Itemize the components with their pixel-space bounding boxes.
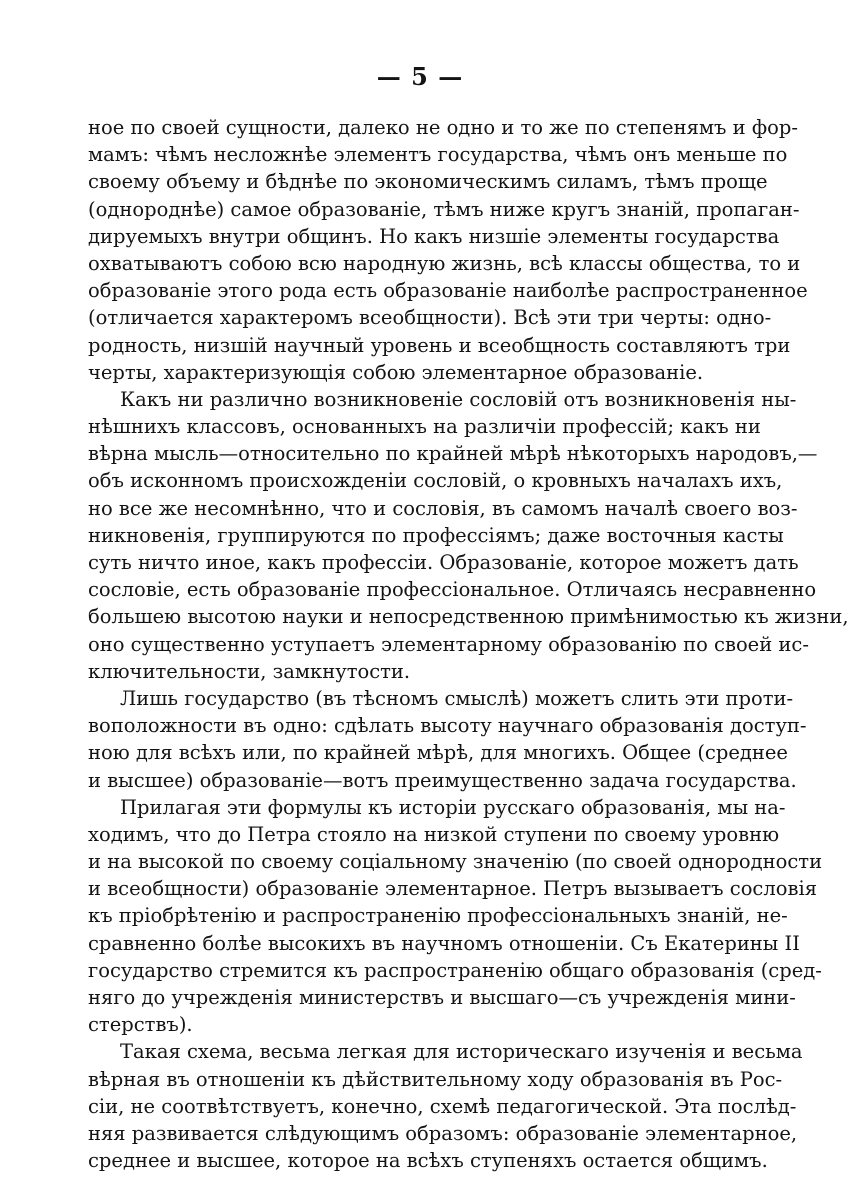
text-line: (отличается характеромъ всеобщности). Всѣ эти три черты: одно- — [88, 306, 772, 330]
text-line: вѣрна мысль—относительно по крайней мѣрѣ нѣкоторыхъ народовъ,— — [88, 442, 818, 466]
text-line: воположности въ одно: сдѣлать высоту научнаго образованія доступ- — [88, 714, 807, 738]
text-line: мамъ: чѣмъ несложнѣе элементъ государства, чѣмъ онъ меньше по — [88, 143, 788, 167]
text-line: и всеобщности) образованіе элементарное. Петръ вызываетъ сословія — [88, 877, 817, 901]
text-line: (однороднѣе) самое образованіе, тѣмъ ниже кругъ знаній, пропаган- — [88, 197, 800, 221]
text-line: сравненно болѣе высокихъ въ научномъ отношеніи. Съ Екатерины II — [88, 931, 800, 955]
text-line: нѣшнихъ классовъ, основанныхъ на различіи профессій; какъ ни — [88, 415, 761, 439]
body-text — [88, 114, 849, 1174]
text-line: стерствъ). — [88, 1013, 193, 1037]
text-line: ное по своей сущности, далеко не одно и то же по степенямъ и фор- — [88, 116, 798, 139]
text-line: образованіе этого рода есть образованіе наиболѣе распространенное — [88, 279, 808, 303]
text-line: своему объему и бѣднѣе по экономическимъ силамъ, тѣмъ проще — [88, 170, 768, 194]
paragraph-2 — [88, 386, 849, 685]
text-line: большею высотою науки и непосредственною примѣнимостью къ жизни, — [88, 605, 849, 629]
text-line: къ пріобрѣтенію и распространенію профессіональныхъ знаній, не- — [88, 904, 788, 928]
text-line: ходимъ, что до Петра стояло на низкой ступени по своему уровню — [88, 822, 780, 846]
text-line: няго до учрежденія министерствъ и высшаго—съ учрежденія мини- — [88, 986, 796, 1009]
text-line: но все же несомнѣнно, что и сословія, въ самомъ началѣ своего воз- — [88, 496, 798, 520]
paragraph-3 — [88, 685, 807, 794]
text-line: охватываютъ собою всю народную жизнь, всѣ классы общества, то и — [88, 251, 801, 275]
text-line: Лишь государство (въ тѣсномъ смыслѣ) можетъ слить эти проти- — [120, 686, 794, 710]
text-line: ною для всѣхъ или, по крайней мѣрѣ, для многихъ. Общее (среднее — [88, 741, 788, 765]
text-line: родность, низшій научный уровень и всеобщность составляютъ три — [88, 333, 791, 357]
text-line: государство стремится къ распространенію общаго образованія (сред- — [88, 958, 822, 982]
paragraph-4 — [88, 794, 823, 1039]
text-line: ключительности, замкнутости. — [88, 659, 411, 683]
text-line: объ исконномъ происхожденіи сословій, о кровныхъ началахъ ихъ, — [88, 469, 783, 493]
text-line: Прилагая эти формулы къ исторіи русскаго образованія, мы на- — [120, 795, 786, 819]
text-line: сословіе, есть образованіе профессіональное. Отличаясь несравненно — [88, 578, 817, 602]
paragraph-1 — [88, 114, 808, 386]
text-line: среднее и высшее, которое на всѣхъ ступеняхъ остается общимъ. — [88, 1149, 768, 1173]
text-line: Какъ ни различно возникновеніе сословій отъ возникновенія ны- — [120, 387, 797, 411]
text-line: оно существенно уступаетъ элементарному образованію по своей ис- — [88, 632, 809, 656]
text-line: никновенія, группируются по профессіямъ; даже восточныя касты — [88, 523, 784, 547]
paragraph-5 — [88, 1038, 803, 1174]
text-line: няя развивается слѣдующимъ образомъ: образованіе элементарное, — [88, 1121, 798, 1145]
text-line: и на высокой по своему соціальному значенію (по своей однородности — [88, 850, 823, 874]
text-line: и высшее) образованіе—вотъ преимущественно задача государства. — [88, 768, 797, 792]
text-line: черты, характеризующія собою элементарное образованіе. — [88, 360, 704, 384]
text-line: суть ничто иное, какъ профессіи. Образованіе, которое можетъ дать — [88, 551, 799, 574]
text-line: Такая схема, весьма легкая для историческаго изученія и весьма — [120, 1040, 803, 1064]
page-number: — 5 — — [376, 62, 464, 91]
text-line: дируемыхъ внутри общинъ. Но какъ низшіе элементы государства — [88, 224, 780, 248]
text-line: сіи, не соотвѣтствуетъ, конечно, схемѣ педагогической. Эта послѣд- — [88, 1094, 797, 1118]
text-line: вѣрная въ отношеніи къ дѣйствительному ходу образованія въ Рос- — [88, 1067, 783, 1091]
